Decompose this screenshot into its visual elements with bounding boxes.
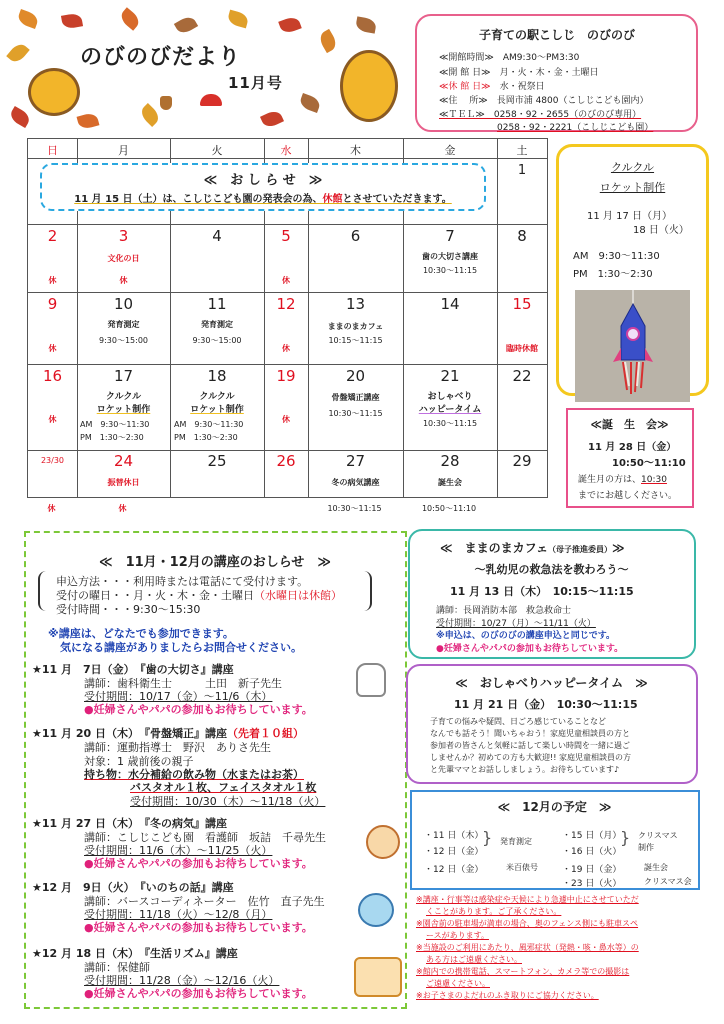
note-1b: くことがあります。ご了承ください。 [426,907,562,916]
birthday-date: 11 月 28 日（金） [588,442,677,453]
date-29: 29 [512,452,532,470]
course-4-period: 受付期間：11/18（火）～12/8（月） [84,908,273,921]
mama-lecturer: 講師：長岡消防本部 救急救命士 [436,606,572,616]
phone-2: 0258・92・2221（こしじこども園） [497,123,654,133]
date-19: 19 [276,367,296,385]
oshaberi-box [406,664,698,784]
closed-mark: 休 [118,504,127,513]
oshaberi-text-2: なんでも話そう！聞いちゃおう！家庭児童相談員の方と [430,729,630,738]
dec-label: 米百俵号 [506,863,538,872]
date-8: 8 [517,227,527,245]
course-1-lecturer: 講師：歯科衛生士 土田 新子先生 [84,677,282,690]
sleeping-child-icon [354,957,402,997]
dec-label: 発育測定 [500,837,532,846]
closed-mark: 休 [48,276,57,285]
course-5-pregnant-note: ●妊婦さんやパパの参加もお待ちしています。 [84,987,313,1000]
leaf-icon [61,12,83,29]
date-22: 22 [512,367,532,385]
dec-label: 制作 [638,843,654,852]
mamanoma-cafe-box [408,529,696,659]
notice-title: ≪ お し ら せ ≫ [203,173,323,188]
date-20: 20 [345,367,366,385]
leaf-icon [174,14,198,36]
leaf-icon [6,41,30,65]
note-2b: ースがあります。 [426,931,489,940]
date-23-30: 23/30 [40,456,65,465]
opening-days: ≪開 館 日≫ 月・火・木・金・土曜日 [439,68,599,78]
note-3a: ※当施設のご利用にあたり、風邪症状（発熱・咳・鼻水等）の [416,943,639,952]
date-12: 12 [276,295,296,313]
event-growth-check-time: 9:30～15:00 [98,336,149,345]
birthday-note-1: 誕生月の方は、10:30 [578,475,667,485]
closed-mark: 休 [47,504,56,513]
mama-period: 受付期間：10/27（月）～11/11（火） [436,619,596,629]
event-pelvis-course-time: 10:30～11:15 [328,409,383,418]
apply-method: 申込方法・・・利用時または電話にて受付けます。 [56,575,309,588]
note-4b: ご遠慮ください。 [426,979,490,988]
event-winter-illness-course: 冬の病気講座 [331,478,380,487]
event-culture-day: 文化の日 [107,254,140,263]
event-oshaberi: ハッピータイム [418,405,482,415]
date-1: 1 [517,163,527,178]
course-4-pregnant-note: ●妊婦さんやパパの参加もお待ちしています。 [84,921,313,934]
courses-note-2: 気になる講座がありましたらお問合せください。 [60,641,302,654]
date-16: 16 [42,367,63,385]
leaf-icon [317,29,339,53]
birthday-box [566,408,694,508]
date-13: 13 [345,295,366,313]
leaf-icon [118,7,142,31]
opening-hours: ≪開館時間≫ AM9:30～PM3:30 [439,53,580,63]
course-3-pregnant-note: ●妊婦さんやパパの参加もお待ちしています。 [84,857,313,870]
address: ≪住 所≫ 長岡市浦 4800（こしじこども園内） [439,96,649,106]
event-growth-check-time: 9:30～15:00 [192,336,242,345]
dec-date: ・12 日（金） [424,847,484,857]
rocket-date-1: 11 月 17 日（月） [587,211,672,222]
closed-mark: 休 [48,344,57,353]
notice-box [40,163,486,211]
sick-child-icon [366,825,400,859]
leaf-icon [227,10,250,29]
date-18: 18 [207,367,227,385]
birthday-note-2: までにお越しください。 [578,491,678,501]
note-2a: ※園舎前の駐車場が満車の場合、奥のフェンス側にも駐車スペ [416,919,639,928]
dec-date: ・15 日（月） [562,831,622,841]
event-rocket-title: ロケット制作 [96,405,151,415]
rocket-title-2: ロケット制作 [599,181,666,194]
event-rocket-am: AM 9:30～11:30 [174,420,244,429]
note-3b: ある方はご遠慮ください。 [426,955,522,964]
course-5-lecturer: 講師：保健師 [84,961,150,974]
course-2-items-2: バスタオル１枚、フェイスタオル１枚 [130,781,317,794]
oshaberi-text-4: しませんか？初めての方も大歓迎!! 家庭児童相談員の方 [430,753,631,762]
event-oshaberi-time: 10:30～11:15 [422,419,478,428]
rocket-icon [575,290,690,402]
leaf-icon [298,93,322,113]
date-5: 5 [281,227,291,245]
facility-name: 子育ての駅こしじ のびのび [479,28,636,42]
phone-1: ≪ＴＥＬ≫ 0258・92・2655（のびのび専用） [439,110,642,120]
date-21: 21 [440,367,460,385]
leaf-icon [355,16,377,33]
leaf-icon [260,108,284,129]
course-3-lecturer: 講師：こしじこども園 看護師 坂詰 千尋先生 [84,831,326,844]
course-3-heading: ★11 月 27 日（木） 『冬の病気』講座 [32,817,227,830]
hedgehog-icon [340,50,398,122]
newsletter-month: 11月号 [228,74,283,92]
event-pelvis-course: 骨盤矯正講座 [331,393,380,402]
course-5-period: 受付期間：11/28（金）～12/16（火） [84,974,280,987]
mushroom-icon [200,94,222,106]
course-4-lecturer: 講師：バースコーディネーター 佐竹 直子先生 [84,895,325,908]
closed-mark: 休 [48,415,57,424]
dec-label: クリスマス [638,831,678,840]
day-name-wed: 水 [280,144,292,157]
closed-mark: 休 [282,276,290,285]
mama-subtitle: ～乳幼児の救急法を教わろう～ [474,563,629,576]
apply-days: 受付の曜日・・月・火・木・金・土曜日（水曜日は休館） [56,589,342,602]
note-1a: ※講座・行事等は感染症や天候により急遽中止にさせていただ [416,895,639,904]
event-rocket-title: クルクル [105,392,142,402]
dec-date: ・19 日（金） [562,865,622,875]
dec-date: ・12 日（金） [424,865,484,875]
course-2-target: 対象：1 歳前後の親子 [84,755,194,768]
event-birthday-party: 誕生会 [438,478,462,487]
date-6: 6 [350,227,361,245]
leaf-icon [77,112,100,131]
leaf-icon [138,103,162,127]
day-name-sun: 日 [47,144,58,157]
leaf-icon [278,15,302,35]
course-2-period: 受付期間：10/30（木）～11/18（火） [130,795,326,808]
rocket-title-1: クルクル [610,161,655,174]
event-growth-check: 発育測定 [107,320,140,329]
date-2: 2 [47,227,58,245]
course-2-lecturer: 講師：運動指導士 野沢 ありさ先生 [84,741,271,754]
courses-note-1: ※講座は、どなたでも参加できます。 [48,627,234,640]
rocket-am: AM 9:30～11:30 [573,251,660,262]
apply-time: 受付時間・・・9:30～15:30 [56,603,201,616]
mama-datetime: 11 月 13 日（木） 10:15～11:15 [450,585,634,598]
date-10: 10 [113,295,134,313]
dec-label: クリスマス会 [644,877,692,886]
hedgehog-icon [28,68,80,116]
course-3-period: 受付期間：11/6（木）～11/25（火） [84,844,273,857]
birthday-time: 10:50～11:10 [612,458,686,469]
notes [416,894,706,1002]
leaf-icon [8,106,32,128]
calendar [27,138,548,498]
event-mamanoma-cafe-time: 10:15～11:15 [328,336,383,345]
birthday-title: ≪誕 生 会≫ [590,418,669,431]
rocket-pm: PM 1:30～2:30 [573,269,653,280]
date-4: 4 [212,227,222,245]
event-temporary-closure: 臨時休館 [506,344,538,353]
date-25: 25 [207,452,227,470]
oshaberi-title: ≪ おしゃべりハッピータイム ≫ [455,676,648,690]
date-3: 3 [118,227,129,245]
course-1-period: 受付期間：10/17（金）～11/6（木） [84,690,273,703]
event-teeth-course-time: 10:30～11:15 [422,266,478,275]
day-name-mon: 月 [118,144,129,157]
note-4a: ※館内での携帯電話、スマートフォン、カメラ等での撮影は [416,967,630,976]
event-rocket-title: ロケット制作 [190,405,244,415]
date-14: 14 [440,295,460,313]
date-17: 17 [113,367,134,385]
oshaberi-text-3: 参加者の皆さんと気軽に話して楽しい時間を一緒に過ご [430,741,630,750]
december-title: ≪ 12月の予定 ≫ [497,800,612,814]
acorn-icon [160,96,172,110]
leaf-icon [16,9,40,29]
event-rocket-pm: PM 1:30～2:30 [174,433,238,442]
event-oshaberi: おしゃべり [427,392,473,402]
courses-title: ≪ 11月・12月の講座のおしらせ ≫ [98,555,331,570]
date-7: 7 [445,227,455,245]
dec-date: ・11 日（木） [424,831,484,841]
event-substitute-holiday: 振替休日 [107,478,140,487]
mama-pregnant-note: ●妊婦さんやパパの参加もお待ちしています。 [436,644,624,654]
oshaberi-datetime: 11 月 21 日（金） 10:30～11:15 [454,698,638,711]
baby-icon [358,893,394,927]
dec-date: ・16 日（火） [562,847,622,857]
event-growth-check: 発育測定 [201,320,233,329]
course-5-heading: ★12 月 18 日（木） 『生活リズム』講座 [32,947,238,960]
december-schedule-box: ≪ 12月の予定 ≫ ・11 日（木） ・12 日（金） } 発育測定 ・15 日（月） ・16 日（火） } クリスマス 制作 ・12 日（金） 米百俵号 ・19 日（金） 誕生会 ・23 日（火） クリスマス会 [410,790,700,890]
dec-label: 誕生会 [644,863,668,872]
day-name-thu: 木 [350,144,361,157]
course-1-heading: ★11 月 7日（金） 『歯の大切さ』講座 [32,663,234,676]
day-name-tue: 火 [211,144,223,157]
course-1-pregnant-note: ●妊婦さんやパパの参加もお待ちしています。 [84,703,313,716]
date-9: 9 [47,295,58,313]
event-rocket-am: AM 9:30～11:30 [80,420,150,429]
event-rocket-pm: PM 1:30～2:30 [80,433,144,442]
dec-date: ・23 日（火） [562,879,622,889]
oshaberi-text-5: と先輩ママとお話ししましょう。お待ちしています♪ [430,765,620,774]
mama-note: ※申込は、のびのびの講座申込と同じです。 [436,631,616,641]
course-4-heading: ★12 月 9日（火） 『いのちの話』講座 [32,881,234,894]
event-rocket-title: クルクル [199,392,235,402]
closed-mark: 休 [282,415,290,424]
day-name-sat: 土 [516,144,528,157]
date-24: 24 [113,452,134,470]
notice-text: 11 月 15 日（土）は、こしじこども園の発表会の為、休館とさせていただきます。 [74,194,452,205]
facility-info-box [415,14,698,132]
date-28: 28 [440,452,460,470]
event-mamanoma-cafe: ままのまカフェ [327,322,384,331]
closed-days: ≪休 館 日≫ 水・祝祭日 [439,82,545,92]
event-teeth-course: 歯の大切さ講座 [422,252,478,261]
mama-title: ≪ ままのまカフェ（母子推進委員）≫ [440,541,625,555]
courses-box [24,531,407,1009]
event-birthday-party-time: 10:50～11:10 [421,504,477,513]
note-5: ※お子さまのよだれのふき取りにご協力ください。 [416,991,599,1000]
date-26: 26 [276,452,296,470]
date-11: 11 [207,295,227,313]
day-name-fri: 金 [444,144,456,157]
newsletter-title: のびのびだより [80,45,242,70]
closed-mark: 休 [119,276,128,285]
rocket-photo [575,290,690,402]
tooth-icon [356,663,386,697]
event-winter-illness-time: 10:30～11:15 [327,504,382,513]
oshaberi-text-1: 子育ての悩みや疑問、日ごろ感じていることなど [430,717,606,726]
date-15: 15 [512,295,532,313]
course-2-heading: ★11 月 20 日（木） 『骨盤矯正』講座（先着１０組） [32,727,304,740]
rocket-date-2: 18 日（火） [633,225,689,236]
closed-mark: 休 [282,344,290,353]
date-27: 27 [345,452,366,470]
course-2-items: 持ち物：水分補給の飲み物（水またはお茶） [84,768,304,781]
